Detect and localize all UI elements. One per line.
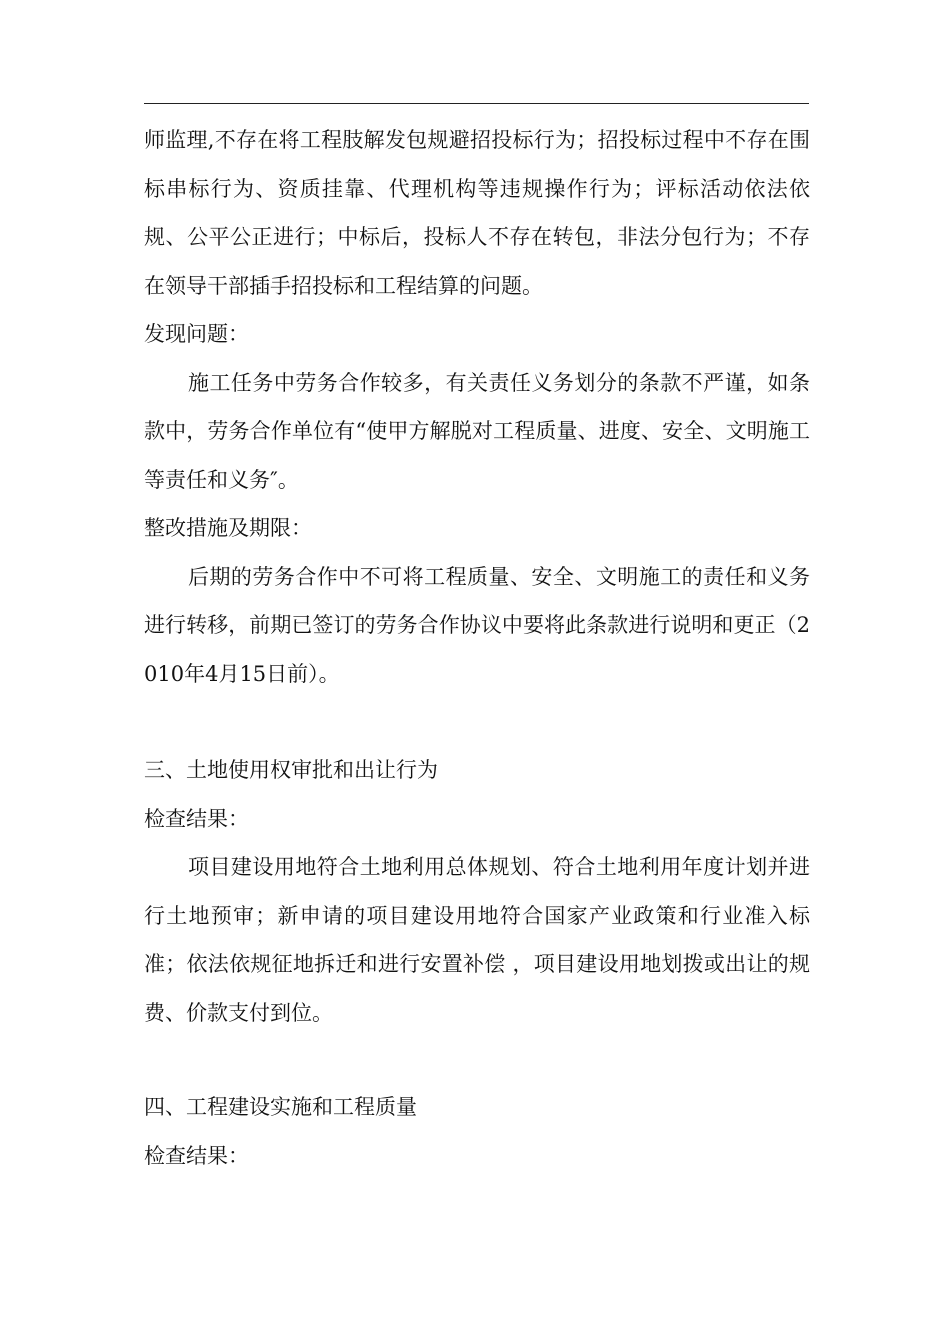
paragraph-bidding-compliance: 师监理,不存在将工程肢解发包规避招投标行为；招投标过程中不存在围标串标行为、资质挂靠、代理机构等违规操作行为；评标活动依法依规、公平公正进行；中标后，投标人不存在转包，非法分包行为；不存在领导干部插手招投标和工程结算的问题。 <box>144 128 810 298</box>
label-inspection-result: 检查结果： <box>144 1143 249 1168</box>
section-spacer <box>144 1037 810 1083</box>
label-rectification-measures: 整改措施及期限： <box>144 516 312 540</box>
label-issues-found: 发现问题： <box>144 322 249 346</box>
header-rule <box>144 103 809 104</box>
heading-section-four: 四、工程建设实施和工程质量 <box>144 1095 417 1119</box>
paragraph-land-use-result: 项目建设用地符合土地利用总体规划、符合土地利用年度计划并进行土地预审；新申请的项目建设用地符合国家产业政策和行业准入标准；依法依规征地拆迁和进行安置补偿 ，项目建设用地划拨或出让的规费、价款支付到位。 <box>144 855 810 1025</box>
paragraph-labor-cooperation-issue: 施工任务中劳务合作较多，有关责任义务划分的条款不严谨，如条款中，劳务合作单位有“使甲方解脱对工程质量、进度、安全、文明施工等责任和义务″。 <box>144 370 810 492</box>
paragraph-rectification-deadline: 后期的劳务合作中不可将工程质量、安全、文明施工的责任和义务进行转移，前期已签订的劳务合作协议中要将此条款进行说明和更正（2010年4月15日前）。 <box>144 564 810 686</box>
heading-section-three: 三、土地使用权审批和出让行为 <box>144 758 438 782</box>
label-inspection-result: 检查结果： <box>144 806 249 831</box>
document-body <box>144 116 810 1180</box>
section-spacer <box>144 698 810 746</box>
